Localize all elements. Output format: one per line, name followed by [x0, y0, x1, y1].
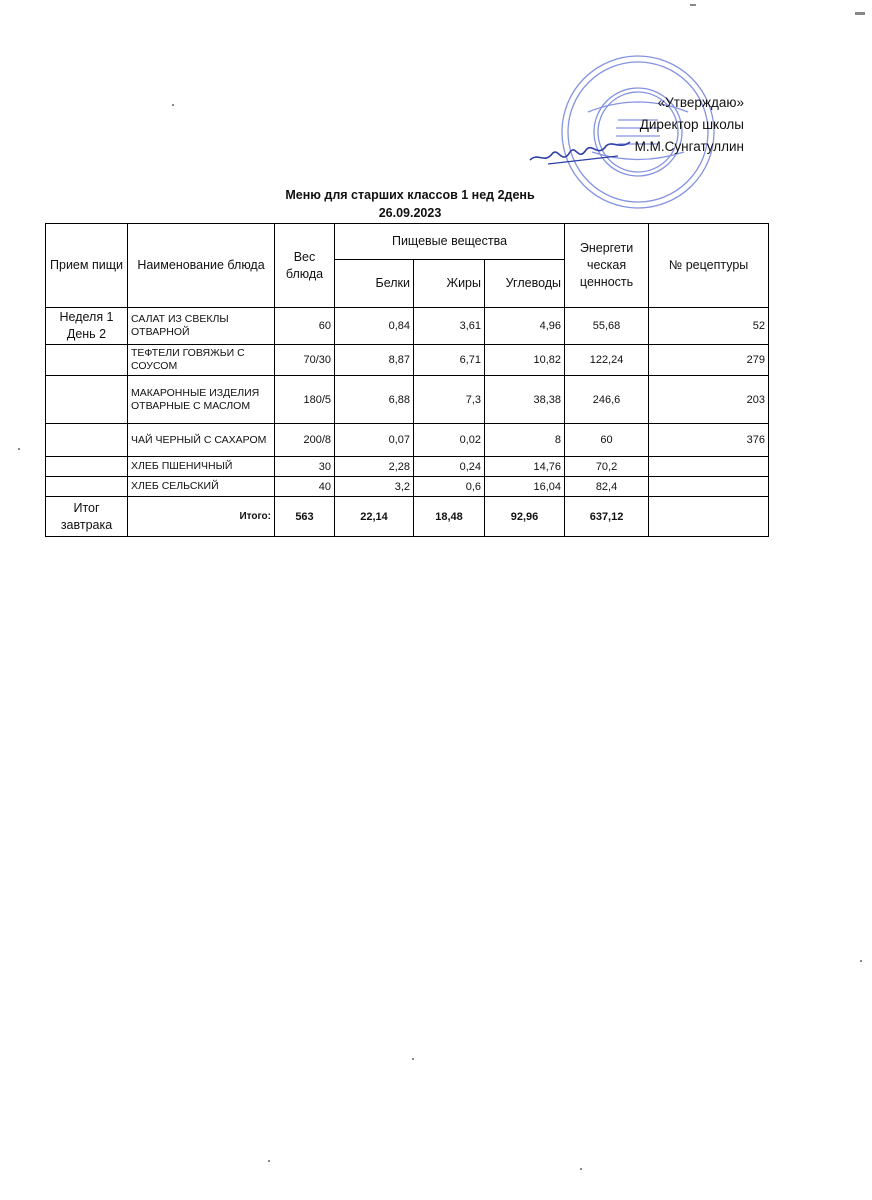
- scan-speck: [855, 12, 865, 15]
- dish-name: ХЛЕБ ПШЕНИЧНЫЙ: [128, 457, 275, 477]
- dish-fat: 7,3: [414, 376, 485, 424]
- dish-name: ХЛЕБ СЕЛЬСКИЙ: [128, 477, 275, 497]
- dish-carbs: 38,38: [485, 376, 565, 424]
- table-row: [46, 457, 769, 477]
- dish-energy: 70,2: [565, 457, 649, 477]
- scan-speck: [172, 104, 174, 106]
- dish-weight: 200/8: [275, 424, 335, 457]
- header-meal: Прием пищи: [46, 224, 128, 308]
- dish-protein: 0,07: [335, 424, 414, 457]
- meal-empty: [46, 477, 128, 497]
- dish-weight: 40: [275, 477, 335, 497]
- dish-name: САЛАТ ИЗ СВЕКЛЫ ОТВАРНОЙ: [128, 308, 275, 345]
- dish-weight: 30: [275, 457, 335, 477]
- dish-recipe: 279: [649, 345, 769, 376]
- dish-weight: 60: [275, 308, 335, 345]
- dish-fat: 0,02: [414, 424, 485, 457]
- dish-recipe: 52: [649, 308, 769, 345]
- table-row: [46, 308, 769, 345]
- menu-table: [45, 223, 769, 537]
- dish-fat: 0,24: [414, 457, 485, 477]
- dish-energy: 82,4: [565, 477, 649, 497]
- dish-name: ЧАЙ ЧЕРНЫЙ С САХАРОМ: [128, 424, 275, 457]
- dish-protein: 3,2: [335, 477, 414, 497]
- dish-protein: 0,84: [335, 308, 414, 345]
- header-weight: Вес блюда: [275, 224, 335, 308]
- scan-speck: [412, 1058, 414, 1060]
- scan-speck: [690, 4, 696, 6]
- meal-label: Неделя 1 День 2: [46, 308, 128, 345]
- table-row: [46, 345, 769, 376]
- scan-speck: [268, 1160, 270, 1162]
- total-carbs: 92,96: [485, 497, 565, 537]
- dish-fat: 0,6: [414, 477, 485, 497]
- total-row: [46, 497, 769, 537]
- header-fat: Жиры: [414, 260, 485, 308]
- header-protein: Белки: [335, 260, 414, 308]
- total-weight: 563: [275, 497, 335, 537]
- dish-carbs: 8: [485, 424, 565, 457]
- menu-title: Меню для старших классов 1 нед 2день: [285, 188, 535, 202]
- dish-recipe: 376: [649, 424, 769, 457]
- dish-carbs: 14,76: [485, 457, 565, 477]
- dish-recipe: [649, 457, 769, 477]
- director-signature: [528, 138, 633, 174]
- total-energy: 637,12: [565, 497, 649, 537]
- dish-carbs: 4,96: [485, 308, 565, 345]
- meal-empty: [46, 345, 128, 376]
- header-name: Наименование блюда: [128, 224, 275, 308]
- dish-protein: 8,87: [335, 345, 414, 376]
- dish-energy: 55,68: [565, 308, 649, 345]
- header-nutrients: Пищевые вещества: [335, 224, 565, 260]
- approval-line-2: Директор школы: [639, 117, 744, 132]
- header-energy: Энергети ческая ценность: [565, 224, 649, 308]
- dish-weight: 180/5: [275, 376, 335, 424]
- dish-protein: 6,88: [335, 376, 414, 424]
- table-row: [46, 376, 769, 424]
- header-carbs: Углеводы: [485, 260, 565, 308]
- total-recipe-empty: [649, 497, 769, 537]
- table-row: [46, 424, 769, 457]
- table-row: [46, 477, 769, 497]
- header-recipe: № рецептуры: [649, 224, 769, 308]
- meal-empty: [46, 424, 128, 457]
- dish-name: ТЕФТЕЛИ ГОВЯЖЬИ С СОУСОМ: [128, 345, 275, 376]
- dish-name: МАКАРОННЫЕ ИЗДЕЛИЯ ОТВАРНЫЕ С МАСЛОМ: [128, 376, 275, 424]
- total-protein: 22,14: [335, 497, 414, 537]
- scan-speck: [18, 448, 20, 450]
- meal-empty: [46, 376, 128, 424]
- scan-speck: [860, 960, 862, 962]
- dish-fat: 3,61: [414, 308, 485, 345]
- approval-line-3: М.М.Сунгатуллин: [634, 139, 744, 154]
- menu-date: 26.09.2023: [378, 206, 442, 220]
- meal-empty: [46, 457, 128, 477]
- dish-recipe: [649, 477, 769, 497]
- total-meal-label: Итог завтрака: [46, 497, 128, 537]
- approval-line-1: «Утверждаю»: [657, 95, 744, 110]
- dish-weight: 70/30: [275, 345, 335, 376]
- dish-protein: 2,28: [335, 457, 414, 477]
- dish-carbs: 10,82: [485, 345, 565, 376]
- total-label: Итого:: [128, 497, 275, 537]
- dish-recipe: 203: [649, 376, 769, 424]
- dish-carbs: 16,04: [485, 477, 565, 497]
- scan-speck: [580, 1168, 582, 1170]
- total-fat: 18,48: [414, 497, 485, 537]
- dish-energy: 122,24: [565, 345, 649, 376]
- dish-fat: 6,71: [414, 345, 485, 376]
- dish-energy: 60: [565, 424, 649, 457]
- dish-energy: 246,6: [565, 376, 649, 424]
- approval-block: [635, 92, 744, 158]
